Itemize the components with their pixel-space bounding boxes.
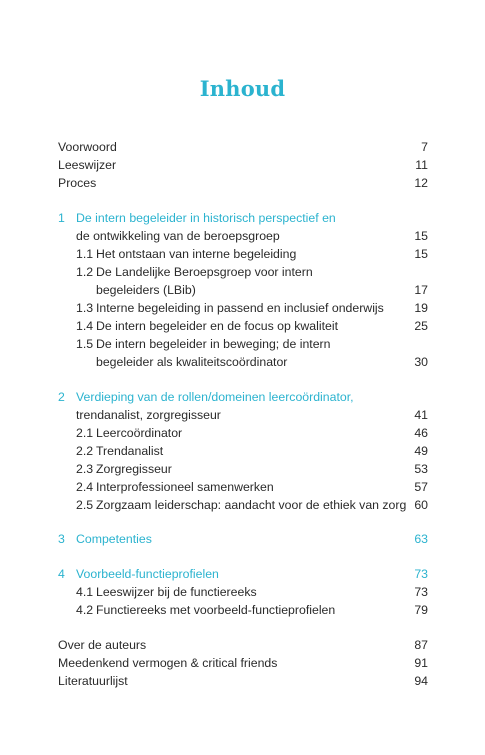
toc-entry-page: 41 xyxy=(414,408,428,422)
toc-entry-title: Voorbeeld-functieprofielen xyxy=(76,567,219,581)
toc-entry[interactable] xyxy=(58,636,428,654)
toc-entry[interactable] xyxy=(58,281,428,299)
toc-entry-title: Zorgregisseur xyxy=(96,462,172,476)
toc-entry-title: Over de auteurs xyxy=(58,638,147,652)
toc-entry-page: 57 xyxy=(414,480,428,494)
page-title: Inhoud xyxy=(199,76,286,101)
toc-entry-number: 2 xyxy=(58,390,65,404)
toc-entry[interactable] xyxy=(58,245,428,263)
toc-entry-title: Proces xyxy=(58,176,97,190)
toc-entry-title: Leeswijzer xyxy=(58,158,117,172)
toc-entry[interactable] xyxy=(58,672,428,690)
toc-entry-title: Zorgzaam leiderschap: aandacht voor de ethiek van zorg xyxy=(96,498,407,512)
toc-entry-title: Leercoördinator xyxy=(96,426,183,440)
toc-entry-title: begeleiders (LBib) xyxy=(96,283,196,297)
toc-entry[interactable] xyxy=(58,335,428,353)
toc-entry-page: 19 xyxy=(414,301,428,315)
toc-entry-page: 7 xyxy=(421,140,428,154)
toc-entry-number: 4.2 xyxy=(76,603,94,617)
toc-entry-page: 12 xyxy=(414,176,428,190)
toc-entry[interactable] xyxy=(58,460,428,478)
toc-entry-number: 1.1 xyxy=(76,247,94,261)
toc-entry[interactable] xyxy=(58,227,428,245)
toc-entry-title: Literatuurlijst xyxy=(58,674,128,688)
toc-entry-title: Het ontstaan van interne begeleiding xyxy=(96,247,297,261)
toc-entry-title: Meedenkend vermogen & critical friends xyxy=(58,656,278,670)
toc-entry[interactable] xyxy=(58,601,428,619)
toc-entry-page: 30 xyxy=(414,355,428,369)
toc-entry-title: De intern begeleider in historisch perspectief en xyxy=(76,211,336,225)
toc-entry-title: trendanalist, zorgregisseur xyxy=(76,408,221,422)
toc-entry-title: Verdieping van de rollen/domeinen leercoördinator, xyxy=(76,390,354,404)
toc-entry-number: 2.5 xyxy=(76,498,94,512)
toc-entry-number: 2.3 xyxy=(76,462,94,476)
toc-entry-title: begeleider als kwaliteitscoördinator xyxy=(96,355,288,369)
toc-entry-number: 1 xyxy=(58,211,65,225)
toc-entry-page: 15 xyxy=(414,247,428,261)
toc-entry-page: 15 xyxy=(414,229,428,243)
toc-entry-title: Leeswijzer bij de functiereeks xyxy=(96,585,257,599)
toc-entry-number: 1.2 xyxy=(76,265,94,279)
toc-entry-page: 46 xyxy=(414,426,428,440)
toc-entry[interactable] xyxy=(58,583,428,601)
toc-entry-title: De intern begeleider en de focus op kwaliteit xyxy=(96,319,338,333)
toc-entry-number: 4.1 xyxy=(76,585,94,599)
toc-entry-number: 3 xyxy=(58,532,65,546)
toc-entry-title: Competenties xyxy=(76,532,152,546)
toc-entry-title: Interprofessioneel samenwerken xyxy=(96,480,274,494)
toc-entry-page: 87 xyxy=(414,638,428,652)
toc-entry-number: 1.3 xyxy=(76,301,94,315)
toc-entry-page: 73 xyxy=(414,567,428,581)
toc-entry-number: 1.5 xyxy=(76,337,94,351)
toc-entry-title: Interne begeleiding in passend en inclusief onderwijs xyxy=(96,301,384,315)
toc-entry[interactable] xyxy=(58,496,428,514)
toc-entry-title: Functiereeks met voorbeeld-functieprofielen xyxy=(96,603,336,617)
toc-entry-number: 2.2 xyxy=(76,444,94,458)
toc-entry[interactable] xyxy=(58,478,428,496)
toc-entry-number: 2.4 xyxy=(76,480,94,494)
toc-entry[interactable] xyxy=(58,299,428,317)
toc-entry-title: De intern begeleider in beweging; de intern xyxy=(96,337,331,351)
toc-entry-page: 79 xyxy=(414,603,428,617)
toc-entry[interactable] xyxy=(58,353,428,371)
toc-entry-title: Voorwoord xyxy=(58,140,117,154)
toc-entry[interactable] xyxy=(58,317,428,335)
toc-entry[interactable] xyxy=(58,388,428,406)
toc-entry-page: 63 xyxy=(414,532,428,546)
toc-entry-title: de ontwikkeling van de beroepsgroep xyxy=(76,229,280,243)
toc-entry-number: 4 xyxy=(58,567,65,581)
toc-entry-number: 2.1 xyxy=(76,426,94,440)
toc-entry-page: 49 xyxy=(414,444,428,458)
toc-entry-title: Trendanalist xyxy=(96,444,164,458)
toc-entry[interactable] xyxy=(58,406,428,424)
toc-entry-page: 53 xyxy=(414,462,428,476)
toc-entry-page: 17 xyxy=(414,283,428,297)
toc-entry[interactable] xyxy=(58,174,428,192)
toc-entry[interactable] xyxy=(58,138,428,156)
toc-entry[interactable] xyxy=(58,442,428,460)
toc-entry[interactable] xyxy=(58,263,428,281)
toc-entry-page: 25 xyxy=(414,319,428,333)
toc-entry[interactable] xyxy=(58,424,428,442)
toc-entry[interactable] xyxy=(58,156,428,174)
toc-entry[interactable] xyxy=(58,530,428,548)
toc-entry-page: 91 xyxy=(414,656,428,670)
toc-entry-page: 73 xyxy=(414,585,428,599)
toc-entry[interactable] xyxy=(58,565,428,583)
toc-entry-page: 94 xyxy=(414,674,428,688)
toc-entry-title: De Landelijke Beroepsgroep voor intern xyxy=(96,265,313,279)
toc-entry-page: 60 xyxy=(414,498,428,512)
toc-entry-page: 11 xyxy=(415,158,428,172)
toc-entry[interactable] xyxy=(58,209,428,227)
toc-entry[interactable] xyxy=(58,654,428,672)
toc-entry-number: 1.4 xyxy=(76,319,94,333)
